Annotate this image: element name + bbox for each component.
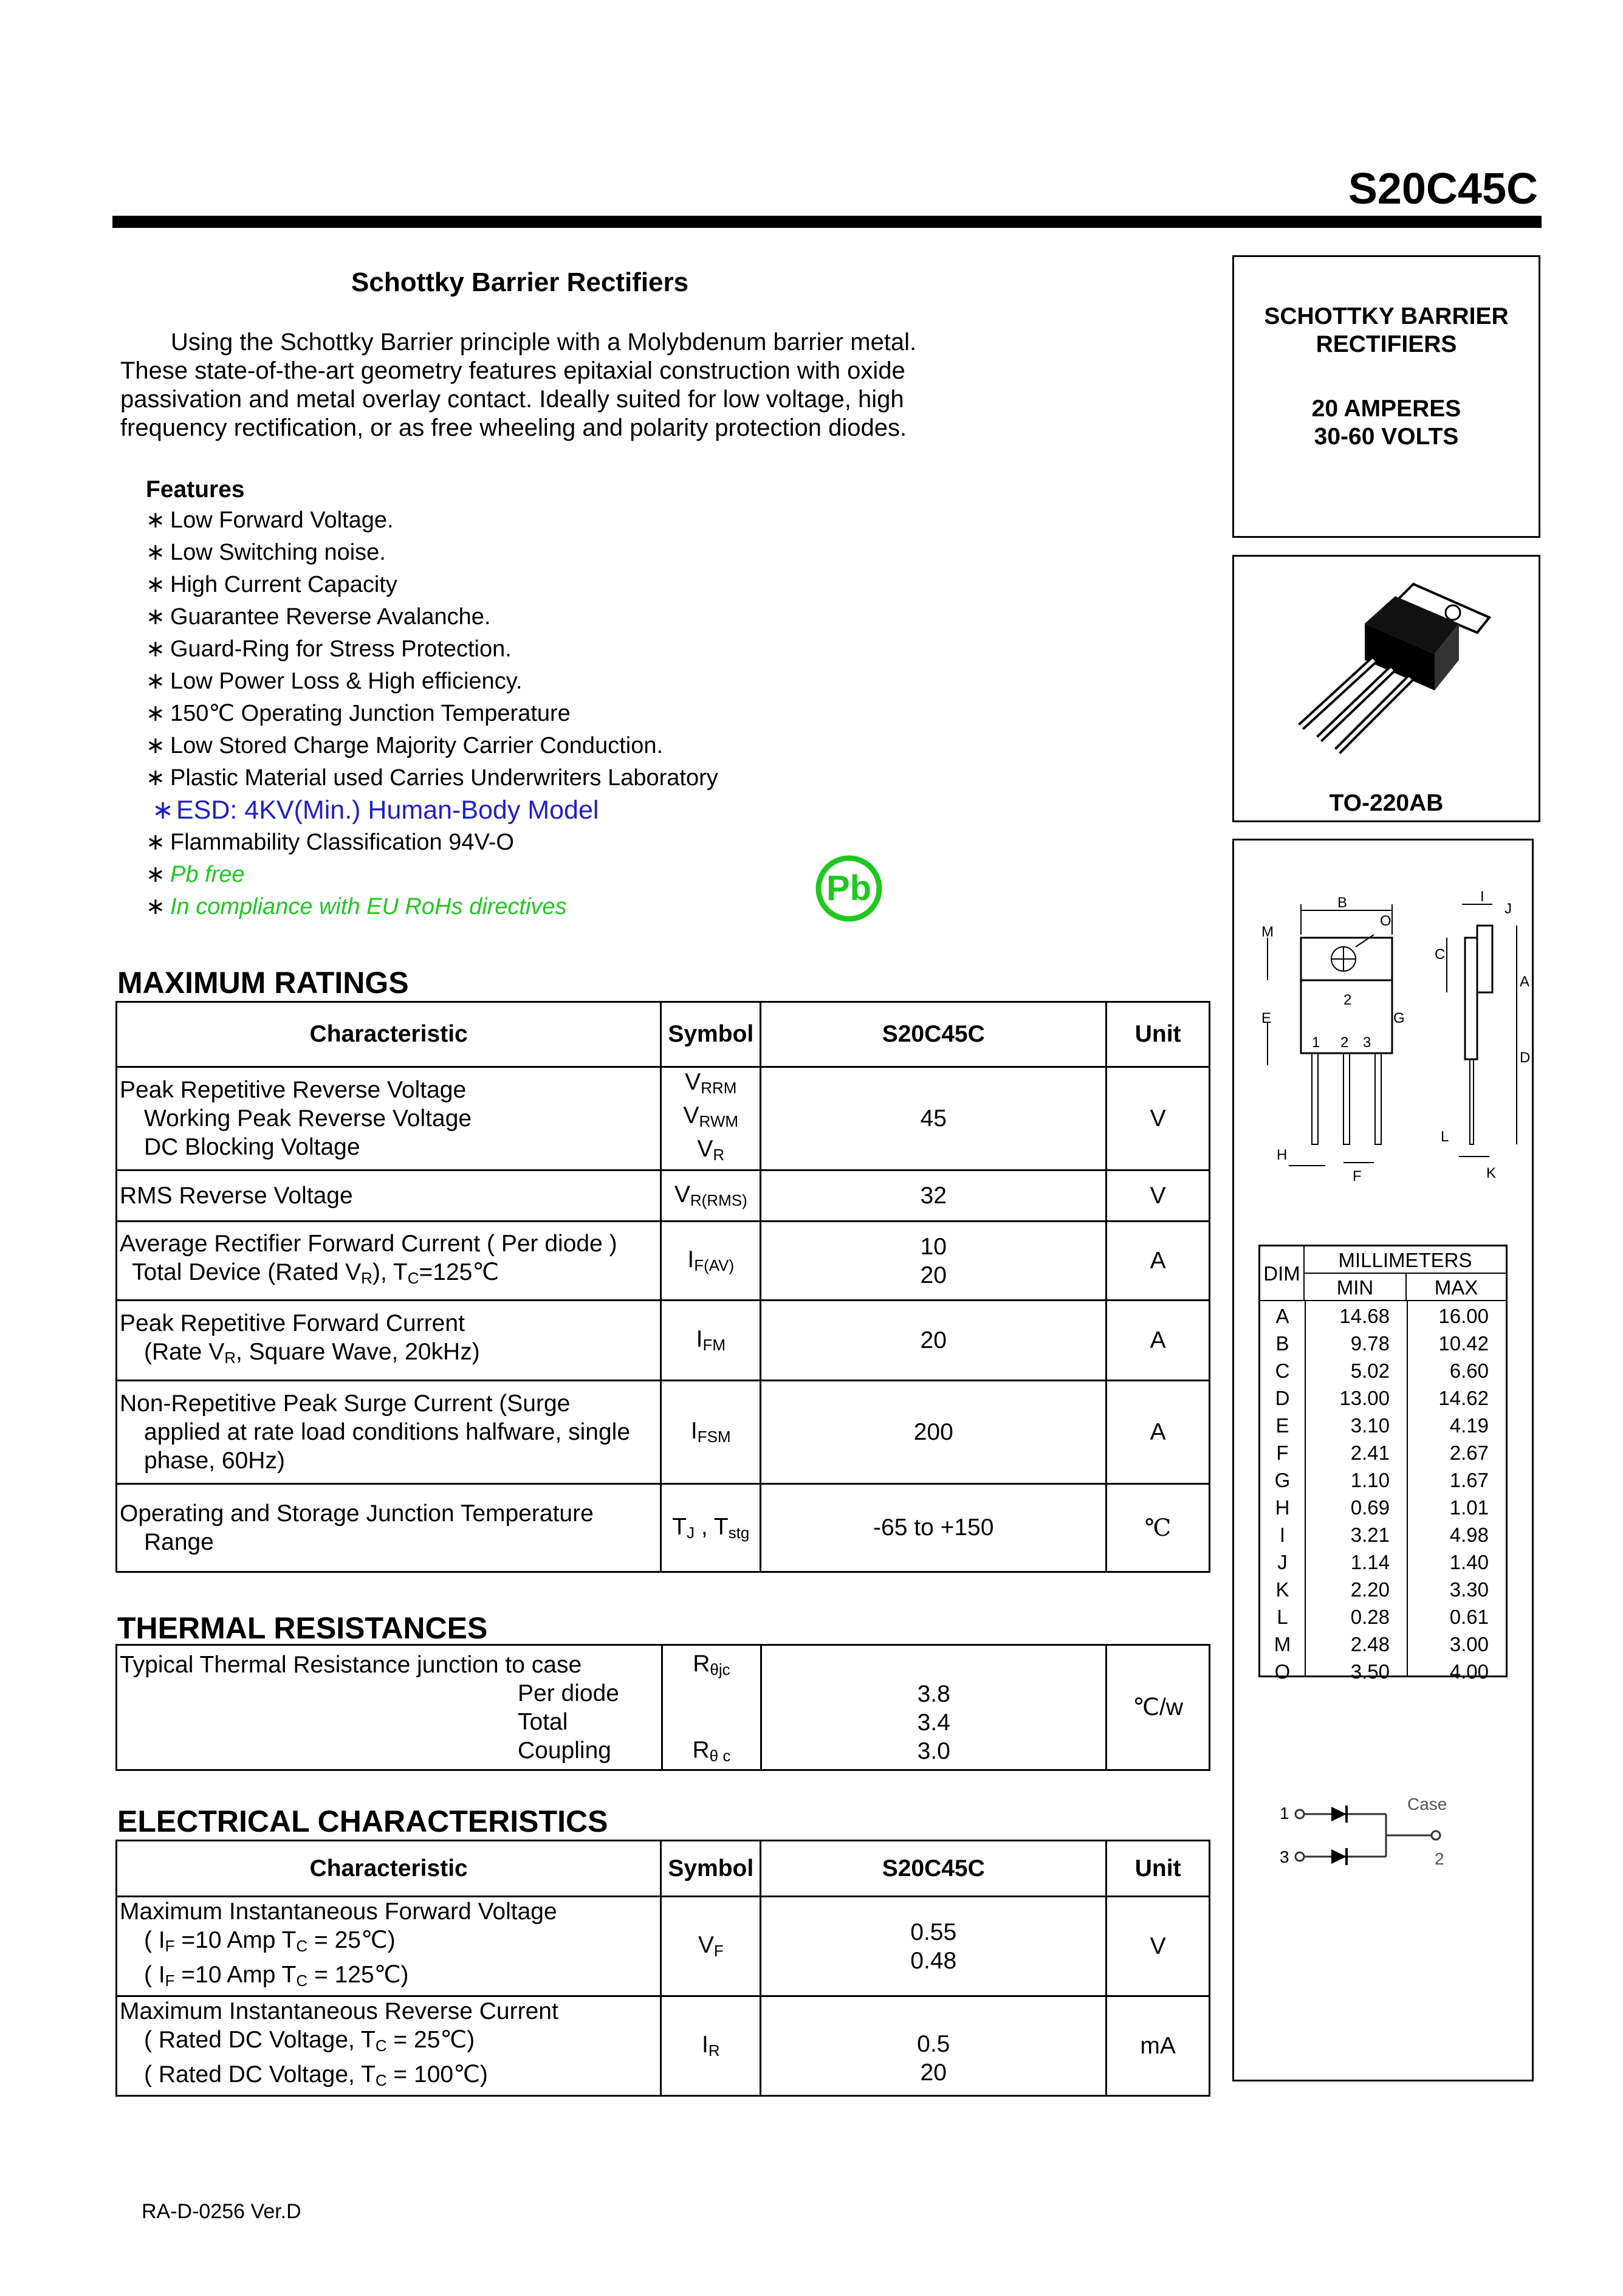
dim-code: E [1275,1414,1289,1437]
dim-min: 2.41 [1350,1442,1390,1464]
dim-min: 1.10 [1350,1469,1390,1491]
feature-item: ∗ Low Power Loss & High efficiency. [146,669,523,694]
dim-max: 16.00 [1438,1305,1489,1327]
dim-min: 3.50 [1350,1660,1390,1683]
dim-code: H [1275,1496,1290,1519]
dimension-table: DIM MILLIMETERS MIN MAX A 14.68 16.00 B 9.78 10.42 C 5.02 6.60 D 13.00 14.62 E 3.10 4.19 F 2.41 2.67 G 1.10 1.67 H 0.69 1.01 I 3.21 4.98 J 1.14 1.40 K 2.20 3.30 L 0.28 0.61 M 2.48 3.00 O 3.50 4.00 [1258,1245,1508,1677]
table-row: Maximum Instantaneous Reverse Current ( Rated DC Voltage, $T_C$ = 25℃) ( Rated DC Voltage, $T_C$ = 100℃) $I_R$ 0.5 20 mA [117,1996,1210,2096]
subtitle: Schottky Barrier Rectifiers [351,267,689,297]
svg-text:D: D [1520,1050,1531,1066]
dim-max: 14.62 [1438,1387,1489,1409]
dim-min: 0.69 [1350,1496,1390,1519]
feature-rohs: ∗ In compliance with EU RoHs directives [146,894,567,919]
dimension-row [1260,1603,1506,1631]
dim-code: G [1274,1469,1291,1491]
dim-code: I [1279,1524,1286,1546]
dim-max: 0.61 [1449,1606,1489,1628]
dim-code: F [1276,1442,1289,1464]
svg-text:3: 3 [1363,1034,1371,1051]
dim-min: 3.21 [1350,1524,1390,1546]
dimension-row [1260,1357,1506,1384]
dim-code: K [1275,1578,1289,1601]
col-unit: Unit [1107,1002,1210,1067]
intro-line: These state-of-the-art geometry features epitaxial construction with oxide [120,357,905,384]
dim-max: 10.42 [1438,1332,1489,1355]
dim-code: A [1275,1305,1289,1327]
dimension-row [1260,1439,1506,1466]
svg-text:J: J [1505,901,1512,917]
part-number-title: S20C45C [1348,165,1538,213]
summary-box: SCHOTTKY BARRIER RECTIFIERS 20 AMPERES 30-60 VOLTS [1232,255,1540,538]
elec-title: ELECTRICAL CHARACTERISTICS [117,1804,608,1838]
table-row: Average Rectifier Forward Current ( Per diode ) Total Device (Rated $V_R$), $T_C=125℃$ $I_{F(AV)}$ 10 20 A [117,1222,1210,1301]
dim-code: J [1277,1551,1288,1573]
svg-text:K: K [1486,1165,1497,1181]
dim-max: 1.40 [1449,1551,1489,1573]
dim-max: 6.60 [1449,1359,1489,1382]
table-row: Operating and Storage Junction Temperature Range $T_J$ , $T_{stg}$ -65 to +150 ℃ [117,1484,1210,1572]
intro-paragraph [120,328,965,442]
feature-item: ∗ Flammability Classification 94V-O [146,830,514,855]
table-header-row: Characteristic Symbol S20C45C Unit [117,1841,1210,1897]
table-row: Peak Repetitive Forward Current (Rate $V_R$, Square Wave, 20kHz) $I_{FM}$ 20 A [117,1301,1210,1381]
col-characteristic: Characteristic [117,1002,661,1067]
dimension-row [1260,1466,1506,1494]
dim-max: 4.19 [1449,1414,1489,1437]
features-list [146,475,718,923]
svg-text:F: F [1353,1168,1362,1184]
svg-text:O: O [1380,913,1391,929]
features-heading: Features [146,476,245,503]
svg-text:A: A [1520,974,1530,990]
dimension-row [1260,1631,1506,1658]
pb-free-icon [814,854,884,923]
table-row: Peak Repetitive Reverse Voltage Working Peak Reverse Voltage DC Blocking Voltage $V_{RRM}$ $V_{RWM}$ $V_R$ 45 V [117,1067,1210,1170]
dim-max: 3.00 [1449,1633,1489,1655]
thermal-table [115,1644,1210,1771]
package-box [1232,555,1540,822]
dim-max: 2.67 [1449,1442,1489,1464]
table-row: Typical Thermal Resistance junction to case Per diode Total Coupling $R_{\theta jc}$ $R_{\theta c}$ 3.8 3.4 3.0 ℃/w [117,1645,1210,1770]
dim-code: M [1274,1633,1291,1655]
dim-code: B [1275,1332,1289,1355]
dimension-row [1260,1384,1506,1412]
outline-drawing [1234,840,1532,1184]
svg-text:2: 2 [1435,1849,1444,1868]
dimension-row [1260,1576,1506,1603]
feature-item: ∗ Plastic Material used Carries Underwriters Laboratory [146,765,718,791]
table-row: Maximum Instantaneous Forward Voltage ( $I_F =10$ Amp $T_C$ = 25℃) ( $I_F =10$ Amp $T_C$ = 125℃) $V_F$ 0.55 0.48 V [117,1897,1210,1996]
dim-code: O [1274,1660,1291,1683]
svg-text:2: 2 [1343,992,1352,1008]
to220-package-icon [1234,557,1539,769]
dim-code: L [1277,1606,1288,1628]
feature-item: ∗ Guard-Ring for Stress Protection. [146,636,512,662]
svg-text:1: 1 [1280,1804,1289,1823]
col-part: S20C45C [761,1002,1107,1067]
svg-text:1: 1 [1312,1034,1320,1051]
intro-line: passivation and metal overlay contact. Ideally suited for low voltage, high [120,386,904,413]
dimension-row [1260,1521,1506,1548]
max-ratings-table [115,1001,1210,1573]
dimension-row [1260,1548,1506,1576]
dim-min: 5.02 [1350,1359,1390,1382]
intro-line: frequency rectification, or as free wheeling and polarity protection diodes. [120,414,907,441]
svg-text:G: G [1393,1010,1405,1026]
thermal-title: THERMAL RESISTANCES [117,1611,488,1645]
max-ratings-title: MAXIMUM RATINGS [117,966,409,1000]
svg-text:H: H [1277,1147,1288,1163]
dim-min: 9.78 [1350,1332,1390,1355]
dim-code: C [1275,1359,1290,1382]
dimension-row [1260,1412,1506,1439]
dimension-row [1260,1302,1506,1330]
dim-min: 2.48 [1350,1633,1390,1655]
svg-text:2: 2 [1340,1034,1349,1051]
svg-text:Pb: Pb [826,868,872,908]
dimension-row [1260,1330,1506,1357]
table-header-row [117,1002,1210,1067]
feature-item: ∗ Low Forward Voltage. [146,507,394,533]
dim-min: 2.20 [1350,1578,1390,1601]
feature-item: ∗ Low Switching noise. [146,540,386,565]
feature-item: ∗ 150℃ Operating Junction Temperature [146,701,571,726]
feature-esd: ∗ESD: 4KV(Min.) Human-Body Model [152,796,599,825]
dimension-row [1260,1494,1506,1521]
dim-min: 14.68 [1339,1305,1390,1327]
diode-schematic [1234,1789,1532,1892]
svg-text:I: I [1480,888,1484,905]
svg-text:Case: Case [1407,1795,1447,1813]
dim-min: 1.14 [1350,1551,1390,1573]
dim-max: 4.98 [1449,1524,1489,1546]
dim-max: 1.67 [1449,1469,1489,1491]
dim-max: 1.01 [1449,1496,1489,1519]
col-symbol: Symbol [661,1002,761,1067]
feature-item: ∗ High Current Capacity [146,572,397,597]
svg-text:B: B [1337,895,1348,911]
dimensions-box [1232,839,1534,2081]
dim-code: D [1275,1387,1290,1409]
svg-text:3: 3 [1280,1847,1289,1866]
dimension-row [1260,1658,1506,1685]
dim-max: 3.30 [1449,1578,1489,1601]
dim-min: 0.28 [1350,1606,1390,1628]
svg-text:L: L [1441,1129,1449,1145]
dim-min: 3.10 [1350,1414,1390,1437]
svg-text:C: C [1435,946,1446,963]
feature-item: ∗ Guarantee Reverse Avalanche. [146,604,491,630]
package-label: TO-220AB [1329,790,1444,816]
table-row: RMS Reverse Voltage $V_{R(RMS)}$ 32 V [117,1170,1210,1222]
dim-min: 13.00 [1339,1387,1390,1409]
table-row: Non-Repetitive Peak Surge Current (Surge applied at rate load conditions halfware, single phase, 60Hz) $I_{FSM}$ 200 A [117,1381,1210,1484]
dim-max: 4.00 [1449,1660,1489,1683]
intro-line: Using the Schottky Barrier principle with a Molybdenum barrier metal. [171,329,917,356]
svg-text:E: E [1261,1010,1272,1026]
elec-table [115,1840,1210,2097]
svg-text:M: M [1261,924,1274,940]
feature-item: ∗ Low Stored Charge Majority Carrier Conduction. [146,733,664,758]
footer-code: RA-D-0256 Ver.D [142,2200,301,2223]
header-rule [112,216,1542,228]
feature-pb: ∗ Pb free [146,862,245,887]
